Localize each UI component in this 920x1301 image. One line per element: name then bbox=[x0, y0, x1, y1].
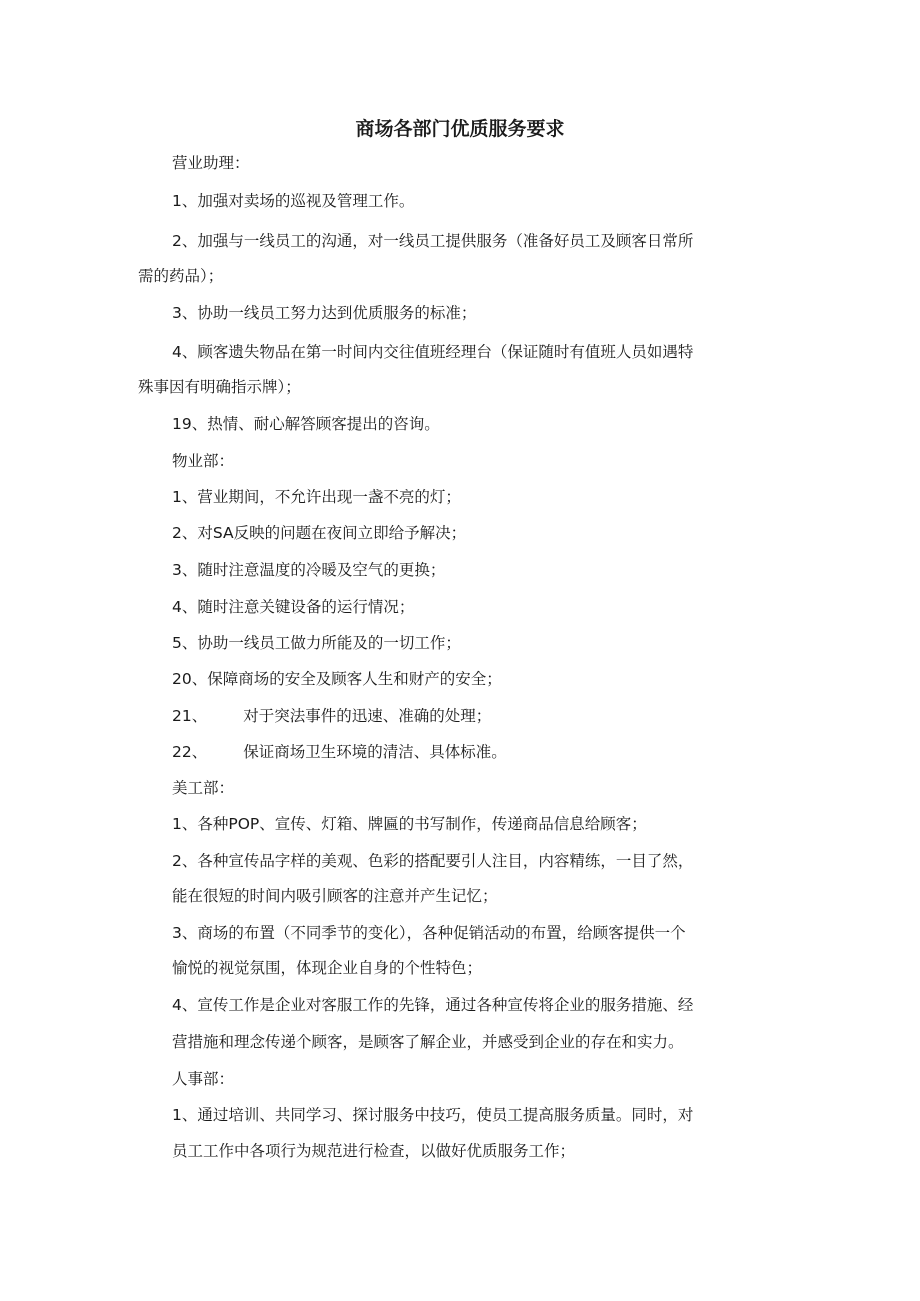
list-item: 5、协助一线员工做力所能及的一切工作； bbox=[172, 634, 461, 652]
list-item bbox=[172, 705, 491, 727]
list-item: 4、随时注意关键设备的运行情况； bbox=[172, 598, 415, 616]
list-item: 3、随时注意温度的冷暖及空气的更换； bbox=[172, 561, 446, 579]
section-heading-business-assistant: 营业助理： bbox=[172, 154, 250, 172]
list-item: 3、协助一线员工努力达到优质服务的标准； bbox=[172, 304, 477, 322]
list-item-continuation: 能在很短的时间内吸引顾客的注意并产生记忆； bbox=[172, 887, 498, 905]
list-item: 2、加强与一线员工的沟通，对一线员工提供服务（准备好员工及顾客日常所 bbox=[172, 232, 694, 250]
list-item: 2、对SA反映的问题在夜间立即给予解决； bbox=[172, 524, 467, 542]
list-item: 2、各种宣传品字样的美观、色彩的搭配要引人注目，内容精练，一目了然， bbox=[172, 852, 694, 870]
list-item-continuation: 员工工作中各项行为规范进行检查，以做好优质服务工作； bbox=[172, 1142, 576, 1160]
section-heading-art: 美工部： bbox=[172, 779, 235, 797]
item-number: 21、 bbox=[172, 707, 208, 725]
list-item-continuation: 殊事因有明确指示牌）； bbox=[138, 378, 301, 396]
list-item: 1、各种POP、宣传、灯箱、牌匾的书写制作，传递商品信息给顾客； bbox=[172, 815, 647, 833]
list-item: 1、通过培训、共同学习、探讨服务中技巧，使员工提高服务质量。同时，对 bbox=[172, 1106, 694, 1124]
list-item: 1、加强对卖场的巡视及管理工作。 bbox=[172, 192, 415, 210]
list-item-continuation: 需的药品）； bbox=[138, 267, 224, 285]
section-heading-property: 物业部： bbox=[172, 452, 235, 470]
list-item: 20、保障商场的安全及顾客人生和财产的安全； bbox=[172, 670, 502, 688]
list-item: 3、商场的布置（不同季节的变化），各种促销活动的布置，给顾客提供一个 bbox=[172, 924, 686, 942]
page-title: 商场各部门优质服务要求 bbox=[355, 118, 565, 140]
item-text: 对于突法事件的迅速、准确的处理； bbox=[243, 707, 492, 725]
item-text: 保证商场卫生环境的清洁、具体标准。 bbox=[243, 743, 507, 761]
list-item bbox=[172, 741, 507, 763]
list-item: 19、热情、耐心解答顾客提出的咨询。 bbox=[172, 415, 440, 433]
list-item-continuation: 愉悦的视觉氛围，体现企业自身的个性特色； bbox=[172, 959, 483, 977]
list-item-continuation: 营措施和理念传递个顾客，是顾客了解企业，并感受到企业的存在和实力。 bbox=[172, 1033, 684, 1051]
list-item: 4、顾客遗失物品在第一时间内交往值班经理台（保证随时有值班人员如遇特 bbox=[172, 343, 694, 361]
list-item: 1、营业期间，不允许出现一盏不亮的灯； bbox=[172, 488, 461, 506]
section-heading-hr: 人事部： bbox=[172, 1070, 235, 1088]
item-number: 22、 bbox=[172, 743, 208, 761]
list-item: 4、宣传工作是企业对客服工作的先锋，通过各种宣传将企业的服务措施、经 bbox=[172, 996, 694, 1014]
